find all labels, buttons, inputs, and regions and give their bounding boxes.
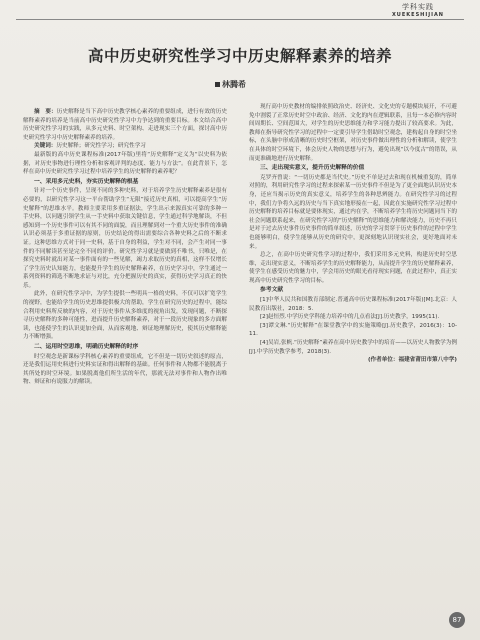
reference-item: [4]吴岩,张帆.“历史解释”素养在高中历史教学中的培育——以历史人物教学为例[J].中学历史教学参考，2018(3). [249,340,457,355]
abstract [23,108,227,142]
keywords-label: 关键词： [34,143,57,150]
section1-paragraph-1: 针对一个历史事件，呈现不同的多种史料，对于培养学生历史解释素养是很有必要的，以研究性学习这一平台帮助学生“无限”接近历史真相，可以提高学生“历史解释”的思维水平。教师主要采用多重证据法，学生出示来源真实可靠的多种一手史料，以问题引领学生从一手史料中获取关键信息，学生通过科学地解读，不但感知到一个历史事件可以有其不同的面貌，而且理解到对一个重大历史事件的准确认识必须基于多重证据的原则，历史结论的得出需要综合各种史料之后的不断求证。这种思维方式对于同一史料，基于自身的利益，学生对不同，会产生对同一事件的不同解读甚至是完全不同的评价。研究性学习就是要做到不唯书，只唯是，在探究史料时就出对某一事件面有的一些见解，竭力求取历史的真相，这样不仅增长了学生历史认知能力，也能提升学生的历史解释素养，在历史学习中，学生通过一系列资料的筛选不断地求证与对比，充分把握历史的真实，获得历史学习真正的快乐。 [23,188,227,289]
author-marker-icon [215,82,220,87]
section-title-en: XUEKESHIJIAN [391,12,444,18]
left-column [23,100,227,387]
keywords [23,142,227,151]
section1-paragraph-2: 此外，在研究性学习中，为学生提供一些明具一格的史料，不仅可以扩宽学生的视野，也能给学生的历史思维提供极大的帮助，学生在研究历史的过程中，能综合利用史料所反映的内容，对于历史事件从多维度的视角出发，发现问题，不断探寻历史解释的多种可能性，进而提升历史解释素养，对于一段历史现象的多方面解读，也能使学生的认识更加全面，从而客观地、辩证地理解历史，使其历史解释能力不断增强。 [23,291,227,341]
page-number: 87 [449,612,465,628]
section-header [392,2,444,18]
intro-paragraph: 最新版的高中历史课程标准(2017年版)里将“历史解释”定义为“以史料为依据，对历史事物进行理性分析和客观评判的态度、能力与方法”。在此背景下，怎样在高中历史研究性学习过程中培养学生的历史解释的素养呢？ [23,151,227,176]
section2-paragraph-1: 时空观念是新课标学科核心素养的重要组成，它不但是一切历史叙述的原点，还是我们运用史料进行史料实证和得出解释的基础。任何事件和人物都不能脱离于其所处的时空环境。如果脱离他们所生活的年代，那就无法对事件和人物作出唯物、辩证和有说服力的解读。 [23,353,227,386]
reference-item: [3]谭文琳.“历史解释”在课堂教学中的实施策略[J].历史教学，2016(3)：10-11. [249,322,457,338]
right-paragraph-1: 现行高中历史教材的编排依照政治史、经济史、文化史的专题模块展开，不可避免中割裂了正常历史时空中政治、经济、文化的内在逻辑联系，且每一本必修内容时间周期长、空间范围大，对学生的历史思维能力和学习能力提出了较高要求。为此，教师在指导研究性学习的过程中一定要引导学生借助时空观念，建构起自身的时空坐标，在头脑中形成清晰的历史时空框架，对历史事件做出理性的分析和解读，使学生在具体的时空环境下，体会历史人物的思想与行为，避免出现“以今度古”的错误，从而更准确地进行历史解释。 [249,104,457,162]
section-heading-3: 三、走出现实意义，提升历史解释的价值 [260,165,365,172]
section3-paragraph-1: 克罗齐曾说：“一切历史都是当代史。”历史不单是过去和现在机械重复的，简单对照的，利用研究性学习的过程来探索某一历史事件不但是为了更全面地认识历史本身，还应当揭示历史的真实意义，培养学生的各种思辨能力。在研究性学习的过程中，我们力争将久远的历史与当下真实地形接在一起，因此在实施研究性学习过程中历史解释的培养目标就是要体现实，通过内在学，不断培养学生将历史问题同当下的社会问题联系起来，在研究性学习的“历史解释”的思维能力和解决能力，历史不再只是对于过去历史事件历史事件的简单叙述，历史的学习贯穿于历史事件的过程中学生也能够明白，使学生能够从历史的研究中，更深刻地认识现实社会，更好地面对未来。 [249,174,457,250]
article-title: 高中历史研究性学习中历史解释素养的培养 [87,47,392,65]
abstract-label: 摘 要： [34,109,57,115]
reference-item: [2]赵恒烈.中学历史学科能力培养中的几点看法[J].历史教学，1995(11). [260,314,440,321]
abstract-text: 历史解释是当下高中历史教学核心素养的重要组成，进行有效的历史解释素养的培养是当前高中历史研究性学习中力争达到的重要目标。本文结合高中历史研究性学习的实践，从多元史料、时空架构、走进现实三个方面，探讨高中历史研究性学习中历史解释素养的培养。 [23,109,227,141]
section-heading-2: 二、运用时空思维，明确历史解释的时序 [34,344,139,351]
section-heading-1: 一、采用多元史料，夯实历史解释的根基 [34,178,139,185]
reference-item: [1]中华人民共和国教育部制定.普通高中历史课程标准(2017年版)[M].北京：人民教育出版社，2018：5. [249,297,457,312]
author-name: 林腾希 [222,80,246,89]
article-author [215,79,246,90]
right-column [249,103,457,365]
section-title-cn: 学科实践 [401,3,434,11]
header-divider [16,19,464,20]
references-heading: 参考文献 [260,287,284,294]
keywords-text: 历史解释；研究性学习；研究性学习 [56,143,146,150]
author-affiliation: (作者单位：福建省莆田市第八中学) [367,357,457,364]
conclusion-paragraph: 总之，在高中历史研究性学习的过程中，我们采用多元史料，构建历史时空思维，走出现实意义，不断培养学生的历史解释能力，从而提升学生的历史解释素养，使学生在感受历史的魅力中，学会用历史的眼光看待现实问题，在此过程中，真正实现高中历史研究性学习的目标。 [249,252,457,284]
